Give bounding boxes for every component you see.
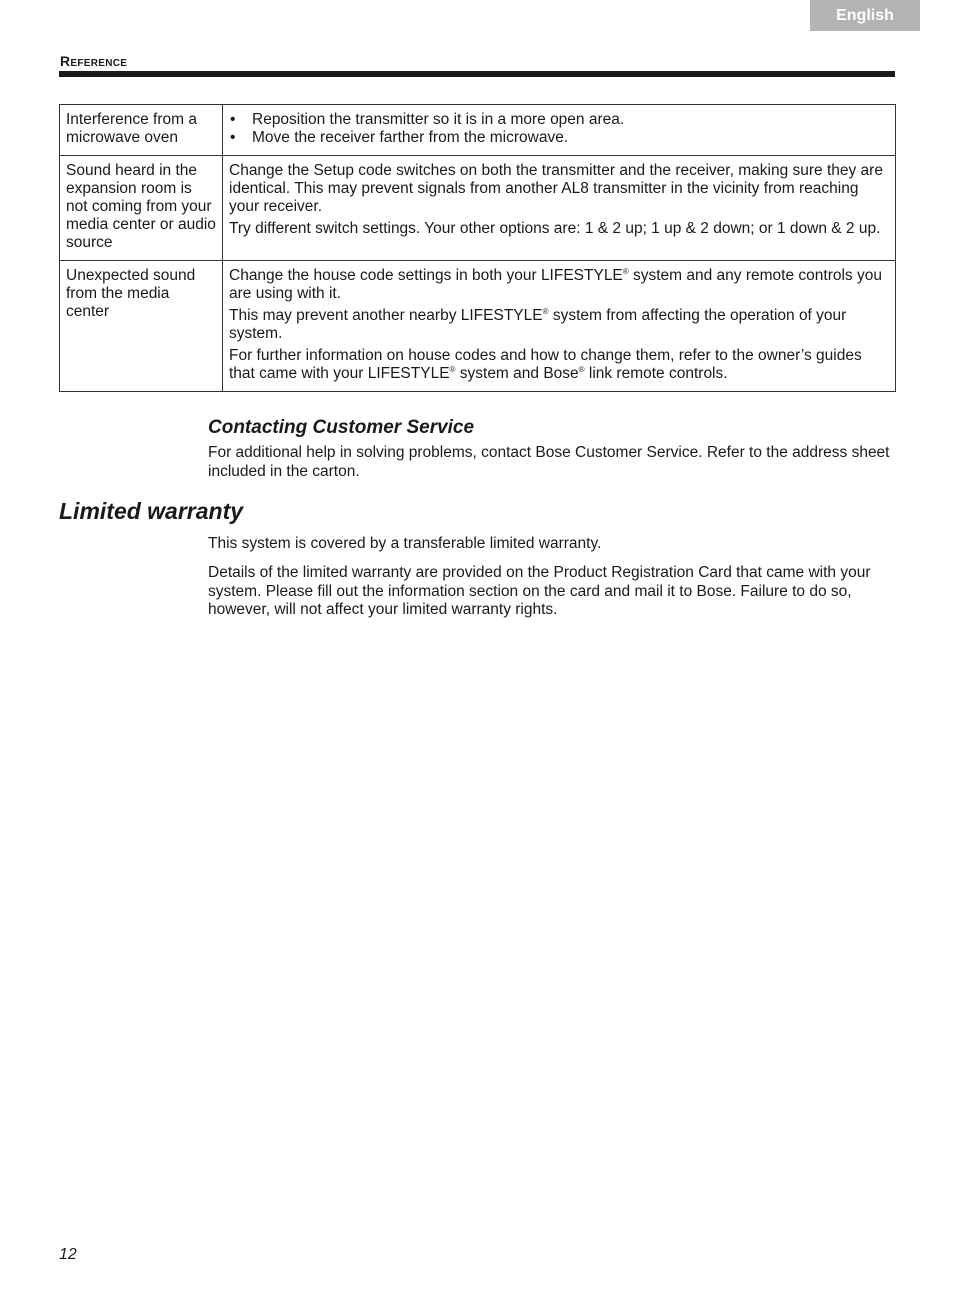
solution-bullet-list — [229, 111, 889, 147]
text-run: Change the house code settings in both your LIFESTYLE — [229, 267, 623, 284]
solution-cell — [223, 261, 896, 392]
text-run: For further information on house codes and how to change them, refer to the owner’s guides that came with your LIFESTYLE — [229, 347, 862, 382]
customer-service-heading: Contacting Customer Service — [208, 417, 475, 438]
registered-mark: ® — [622, 267, 629, 276]
language-tab[interactable]: English — [810, 0, 920, 31]
table-row — [60, 105, 896, 156]
text-run: link remote controls. — [584, 365, 728, 382]
solution-paragraph: Try different switch settings. Your other options are: 1 & 2 up; 1 up & 2 down; or 1 down & 2 up. — [229, 220, 881, 237]
solution-paragraph — [229, 267, 889, 303]
table-row — [60, 261, 896, 392]
list-item: • Reposition the transmitter so it is in a more open area. — [229, 111, 889, 129]
text-run: system from affecting the operation of your system. — [229, 307, 847, 342]
warranty-heading: Limited warranty — [59, 498, 244, 524]
problem-cell: Interference from a microwave oven — [60, 105, 223, 156]
registered-mark: ® — [449, 365, 456, 374]
solution-paragraph: Change the Setup code switches on both the transmitter and the receiver, making sure they are identical. This may prevent signals from another AL8 transmitter in the vicinity from reaching your receiver. — [229, 162, 883, 215]
table-row — [60, 156, 896, 261]
warranty-paragraph: This system is covered by a transferable limited warranty. — [208, 535, 602, 552]
section-label: Reference — [60, 53, 128, 69]
text-run: This may prevent another nearby LIFESTYLE — [229, 307, 543, 324]
solution-cell — [223, 156, 896, 261]
registered-mark: ® — [578, 365, 585, 374]
solution-paragraph — [229, 307, 889, 343]
customer-service-text: For additional help in solving problems, contact Bose Customer Service. Refer to the address sheet included in the carton. — [208, 444, 890, 480]
problem-cell: Sound heard in the expansion room is not coming from your media center or audio source — [60, 156, 223, 261]
text-run: system and any remote controls you are using with it. — [229, 267, 882, 302]
warranty-paragraph: Details of the limited warranty are provided on the Product Registration Card that came with your system. Please fill out the information section on the card and mail it to Bose. Failure to do so, however, will not affect your limited warranty rights. — [208, 564, 871, 618]
header-rule — [59, 71, 895, 77]
registered-mark: ® — [542, 307, 549, 316]
text-run: system and Bose — [455, 365, 579, 382]
page-number: 12 — [59, 1246, 77, 1263]
list-item: • Move the receiver farther from the microwave. — [229, 129, 889, 147]
problem-cell: Unexpected sound from the media center — [60, 261, 223, 392]
solution-paragraph — [229, 347, 889, 383]
troubleshooting-table — [59, 104, 896, 392]
solution-cell — [223, 105, 896, 156]
